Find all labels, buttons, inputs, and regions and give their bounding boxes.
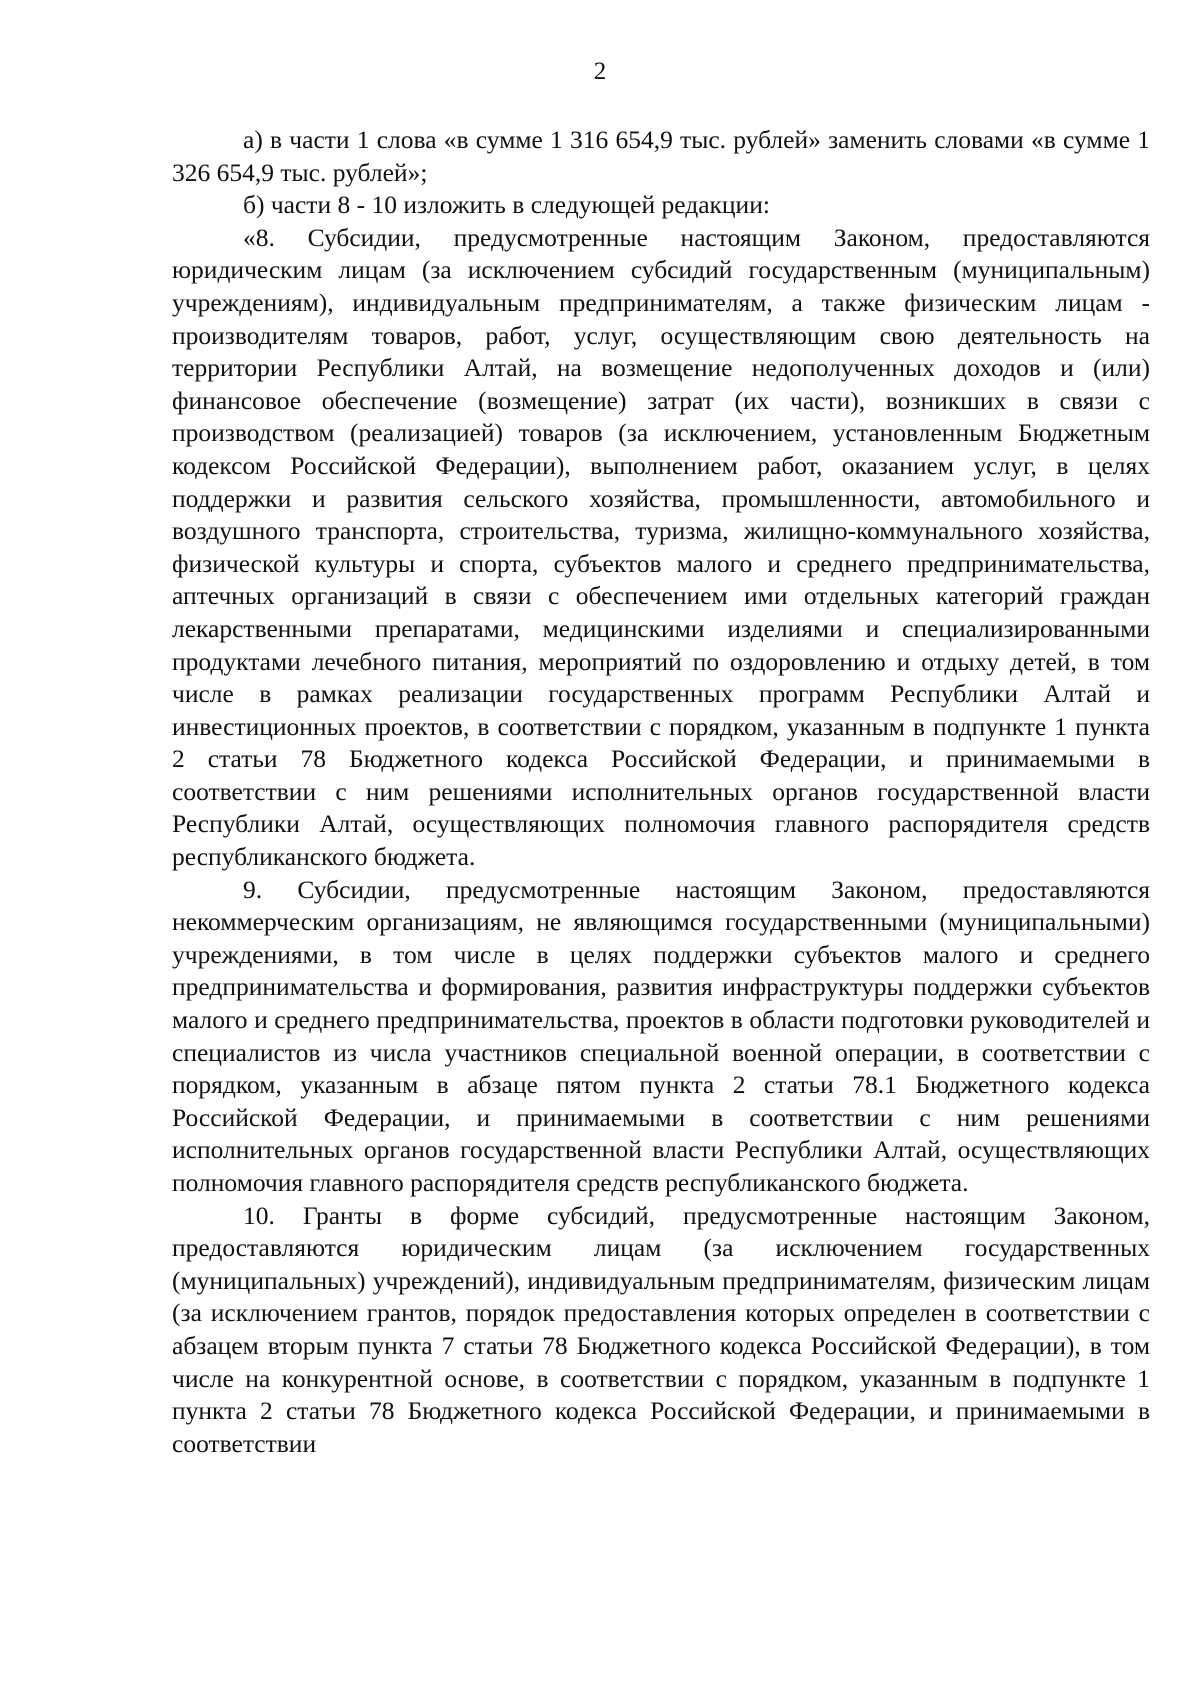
paragraph-10: 10. Гранты в форме субсидий, предусмотренные настоящим Законом, предоставляются юридическим лицам (за исключением государственных (муниципальных) учреждений), индивидуальным предпринимателям, физическим лицам (за исключением грантов, порядок предоставления которых определен в соответствии с абзацем вторым пункта 7 статьи 78 Бюджетного кодекса Российской Федерации), в том числе на конкурентной основе, в соответствии с порядком, указанным в подпункте 1 пункта 2 статьи 78 Бюджетного кодекса Российской Федерации, и принимаемыми в соответствии [172,1200,1150,1458]
paragraph-8: «8. Субсидии, предусмотренные настоящим Законом, предоставляются юридическим лицам (за исключением субсидий государственным (муниципальным) учреждениям), индивидуальным предпринимателям, а также физическим лицам - производителям товаров, работ, услуг, осуществляющим свою деятельность на территории Республики Алтай, на возмещение недополученных доходов и (или) финансовое обеспечение (возмещение) затрат (их части), возникших в связи с производством (реализацией) товаров (за исключением, установленным Бюджетным кодексом Российской Федерации), выполнением работ, оказанием услуг, в целях поддержки и развития сельского хозяйства, промышленности, автомобильного и воздушного транспорта, строительства, туризма, жилищно-коммунального хозяйства, физической культуры и спорта, субъектов малого и среднего предпринимательства, аптечных организаций в связи с обеспечением ими отдельных категорий граждан лекарственными препаратами, медицинскими изделиями и специализированными продуктами лечебного питания, мероприятий по оздоровлению и отдыху детей, в том числе в рамках реализации государственных программ Республики Алтай и инвестиционных проектов, в соответствии с порядком, указанным в подпункте 1 пункта 2 статьи 78 Бюджетного кодекса Российской Федерации, и принимаемыми в соответствии с ним решениями исполнительных органов государственной власти Республики Алтай, осуществляющих полномочия главного распорядителя средств республиканского бюджета. [172,222,1150,872]
paragraph-a: а) в части 1 слова «в сумме 1 316 654,9 тыс. рублей» заменить словами «в сумме 1 326 654,9 тыс. рублей»; [172,125,1150,187]
paragraph-b: б) части 8 - 10 изложить в следующей редакции: [243,190,770,220]
page-number: 2 [593,58,607,85]
document-body [172,124,1150,1460]
paragraph-9: 9. Субсидии, предусмотренные настоящим Законом, предоставляются некоммерческим организациям, не являющимся государственными (муниципальными) учреждениями, в том числе в целях поддержки субъектов малого и среднего предпринимательства и формирования, развития инфраструктуры поддержки субъектов малого и среднего предпринимательства, проектов в области подготовки руководителей и специалистов из числа участников специальной военной операции, в соответствии с порядком, указанным в абзаце пятом пункта 2 статьи 78.1 Бюджетного кодекса Российской Федерации, и принимаемыми в соответствии с ним решениями исполнительных органов государственной власти Республики Алтай, осуществляющих полномочия главного распорядителя средств республиканского бюджета. [172,874,1150,1197]
